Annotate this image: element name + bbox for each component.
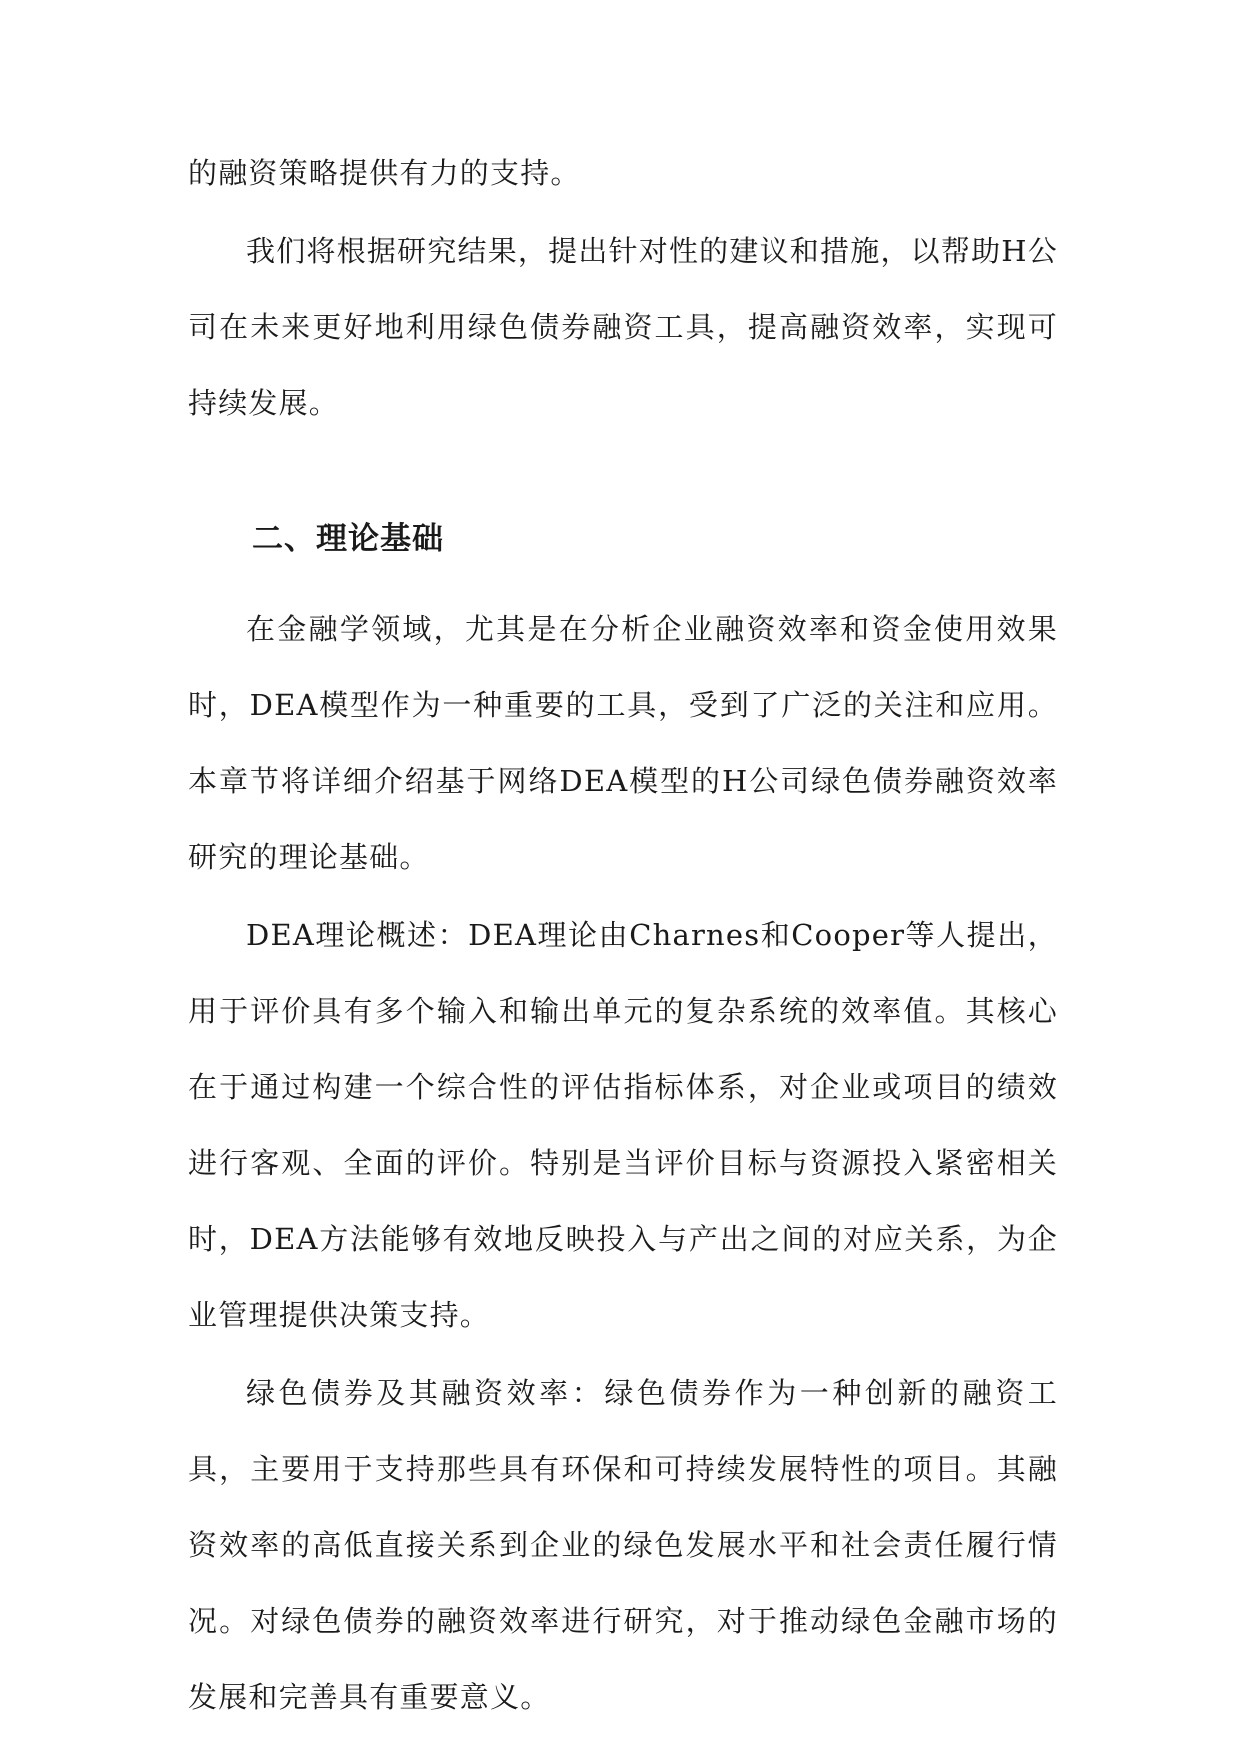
document-body — [188, 135, 1058, 1735]
paragraph-dea-overview: DEA理论概述：DEA理论由Charnes和Cooper等人提出，用于评价具有多个输入和输出单元的复杂系统的效率值。其核心在于通过构建一个综合性的评估指标体系，对企业或项目的绩效进行客观、全面的评价。特别是当评价目标与资源投入紧密相关时，DEA方法能够有效地反映投入与产出之间的对应关系，为企业管理提供决策支持。 — [188, 918, 1058, 1332]
paragraph-recommendations: 我们将根据研究结果，提出针对性的建议和措施，以帮助H公司在未来更好地利用绿色债券融资工具，提高融资效率，实现可持续发展。 — [188, 234, 1058, 420]
paragraph-dea-intro: 在金融学领域，尤其是在分析企业融资效率和资金使用效果时，DEA模型作为一种重要的工具，受到了广泛的关注和应用。本章节将详细介绍基于网络DEA模型的H公司绿色债券融资效率研究的理论基础。 — [188, 612, 1058, 874]
paragraph-continued: 的融资策略提供有力的支持。 — [188, 156, 581, 190]
paragraph-green-bond-efficiency: 绿色债券及其融资效率：绿色债券作为一种创新的融资工具，主要用于支持那些具有环保和可持续发展特性的项目。其融资效率的高低直接关系到企业的绿色发展水平和社会责任履行情况。对绿色债券的融资效率进行研究，对于推动绿色金融市场的发展和完善具有重要意义。 — [188, 1376, 1058, 1714]
section-heading: 二、理论基础 — [252, 521, 444, 557]
